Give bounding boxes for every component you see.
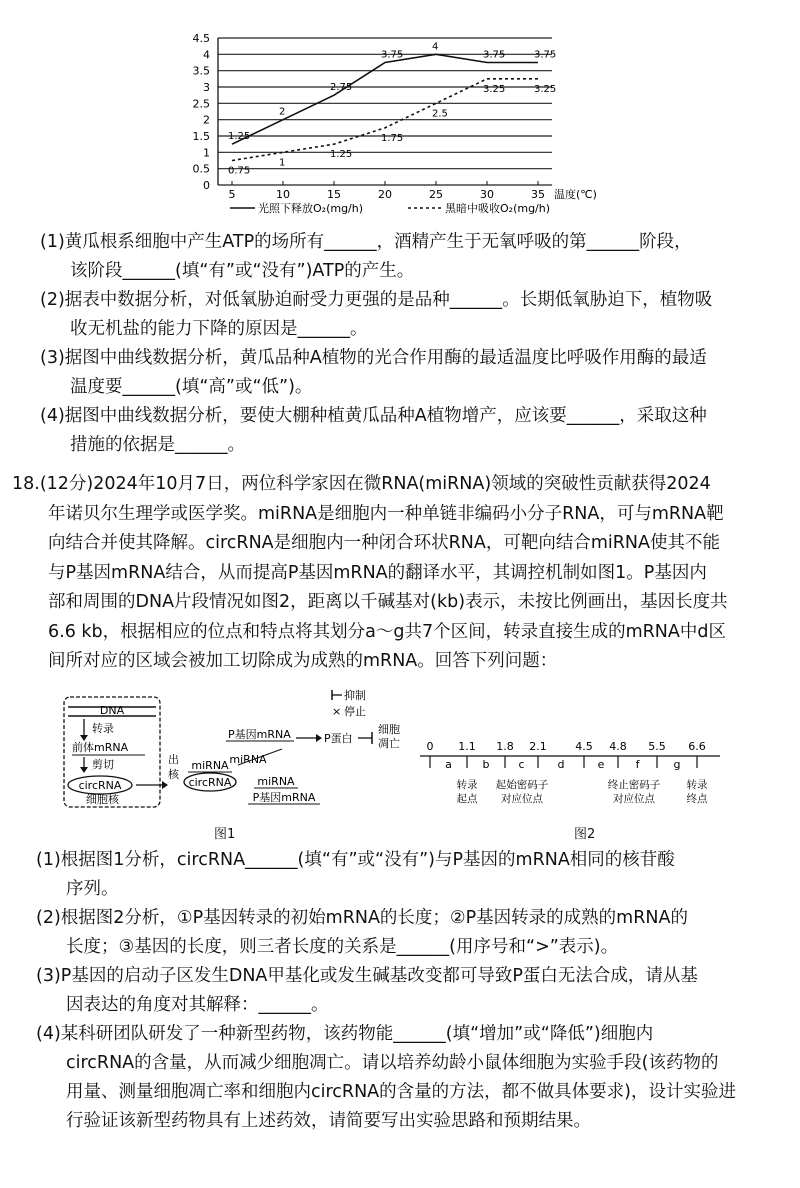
x-tick-label: 30 bbox=[480, 188, 494, 201]
q18-item-line: 序列。 bbox=[66, 879, 119, 899]
nucleus-label: 细胞核 bbox=[86, 793, 119, 806]
position-label: 0 bbox=[426, 740, 434, 753]
position-label: 6.6 bbox=[688, 740, 706, 753]
circrna-complex-label: circRNA bbox=[188, 776, 232, 789]
marker-note: 转录 bbox=[686, 779, 708, 791]
transcribe-label: 转录 bbox=[92, 722, 114, 735]
x-tick-label: 15 bbox=[327, 188, 341, 201]
pre-mrna-label: 前体mRNA bbox=[72, 741, 129, 754]
data-label: 4 bbox=[432, 41, 439, 53]
data-label: 2 bbox=[279, 106, 286, 118]
q18-intro-line: 6.6 kb，根据相应的位点和特点将其划分a～g共7个区间，转录直接生成的mRNA中d区 bbox=[48, 621, 726, 642]
region-label: e bbox=[597, 758, 605, 771]
figure-1-caption: 图1 bbox=[214, 827, 236, 842]
y-tick-label: 3.5 bbox=[192, 64, 210, 78]
y-tick-label: 2.5 bbox=[192, 97, 210, 111]
x-tick-label: 25 bbox=[429, 188, 443, 201]
p-protein-label: P蛋白 bbox=[324, 732, 353, 745]
q17-item3-line2: 温度要______(填“高”或“低”)。 bbox=[70, 377, 313, 397]
temperature-o2-chart bbox=[180, 30, 600, 220]
region-label: c bbox=[518, 758, 525, 771]
q17-item1-line1: (1)黄瓜根系细胞中产生ATP的场所有______，酒精产生于无氧呼吸的第______阶段， bbox=[40, 232, 692, 252]
position-label: 4.5 bbox=[575, 740, 593, 753]
y-tick-label: 0.5 bbox=[192, 162, 210, 176]
region-label: d bbox=[557, 758, 565, 771]
dna-label: DNA bbox=[99, 704, 125, 717]
position-label: 2.1 bbox=[529, 740, 547, 753]
q18-item-line: circRNA的含量，从而减少细胞凋亡。请以培养幼龄小鼠体细胞为实验手段(该药物的 bbox=[66, 1053, 719, 1073]
marker-note: 终止密码子 bbox=[607, 779, 661, 791]
legend-dark-label: 黑暗中吸收O₂(mg/h) bbox=[445, 202, 551, 215]
exit-label-1: 出 bbox=[168, 753, 179, 766]
data-label: 3.25 bbox=[534, 83, 557, 95]
apoptosis-label-2: 凋亡 bbox=[378, 737, 400, 750]
q17-item2-line2: 收无机盐的能力下降的原因是______。 bbox=[70, 319, 368, 339]
data-label: 3.75 bbox=[483, 49, 506, 61]
q18-intro-line: 部和周围的DNA片段情况如图2，距离以千碱基对(kb)表示，未按比例画出，基因长度共 bbox=[48, 592, 728, 612]
figure-1-diagram bbox=[60, 685, 420, 830]
data-label: 1 bbox=[279, 157, 286, 169]
mirna-free-label: miRNA bbox=[229, 753, 267, 766]
q17-item4-line2: 措施的依据是______。 bbox=[70, 435, 245, 455]
data-label: 3.75 bbox=[381, 49, 404, 61]
q18-item-line: (3)P基因的启动子区发生DNA甲基化或发生碱基改变都可导致P蛋白无法合成，请从基 bbox=[36, 966, 698, 986]
figure-2-caption: 图2 bbox=[574, 827, 596, 842]
q18-intro-line: 与P基因mRNA结合，从而提高P基因mRNA的翻译水平，其调控机制如图1。P基因内 bbox=[48, 562, 707, 583]
q18-item-line: (4)某科研团队研发了一种新型药物，该药物能______(填“增加”或“降低”)细胞内 bbox=[36, 1024, 654, 1044]
q18-intro-line: 向结合并使其降解。circRNA是细胞内一种闭合环状RNA，可靶向结合miRNA使其不能 bbox=[48, 533, 720, 553]
x-tick-label: 5 bbox=[228, 188, 236, 201]
q17-item2-line1: (2)据表中数据分析，对低氧胁迫耐受力更强的是品种______。长期低氧胁迫下，植物吸 bbox=[40, 290, 713, 310]
q18-item-line: 行验证该新型药物具有上述药效，请简要写出实验思路和预期结果。 bbox=[66, 1111, 591, 1131]
data-label: 1.75 bbox=[381, 132, 404, 144]
x-tick-label: 20 bbox=[378, 188, 392, 201]
marker-note: 起始密码子 bbox=[495, 779, 549, 791]
data-label: 3.25 bbox=[483, 83, 506, 95]
circrna-label: circRNA bbox=[78, 779, 122, 792]
q17-item1-line2: 该阶段______(填“有”或“没有”)ATP的产生。 bbox=[70, 261, 415, 281]
data-label: 2.75 bbox=[330, 82, 353, 94]
region-label: g bbox=[673, 758, 681, 771]
marker-note: 转录 bbox=[456, 779, 478, 791]
exit-label-2: 核 bbox=[168, 768, 179, 781]
q18-item-line: 因表达的角度对其解释：______。 bbox=[66, 995, 329, 1015]
q18-item-line: (1)根据图1分析，circRNA______(填“有”或“没有”)与P基因的mRNA相同的核苷酸 bbox=[36, 850, 675, 870]
region-label: a bbox=[445, 758, 452, 771]
y-tick-label: 4.5 bbox=[192, 32, 210, 45]
data-label: 1.25 bbox=[330, 149, 353, 161]
cut-label: 剪切 bbox=[92, 758, 114, 771]
q18-item-line: 用量、测量细胞凋亡率和细胞内circRNA的含量的方法，都不做具体要求)，设计实验进 bbox=[66, 1082, 736, 1102]
position-label: 1.8 bbox=[496, 740, 514, 753]
region-label: f bbox=[635, 758, 640, 771]
mirna-bound-label: miRNA bbox=[257, 775, 295, 788]
position-label: 4.8 bbox=[609, 740, 627, 753]
region-label: b bbox=[482, 758, 490, 771]
q17-item3-line1: (3)据图中曲线数据分析，黄瓜品种A植物的光合作用酶的最适温度比呼吸作用酶的最适 bbox=[40, 348, 707, 368]
q18-intro-line: 间所对应的区域会被加工切除成为成熟的mRNA。回答下列问题： bbox=[48, 651, 558, 671]
y-tick-label: 1 bbox=[203, 146, 210, 160]
marker-note: 终点 bbox=[686, 793, 708, 805]
y-tick-label: 0 bbox=[203, 179, 210, 192]
y-tick-label: 3 bbox=[203, 81, 210, 94]
data-label: 0.75 bbox=[228, 165, 251, 177]
x-tick-label: 10 bbox=[276, 188, 290, 201]
marker-note: 对应位点 bbox=[613, 793, 655, 805]
data-label: 3.75 bbox=[534, 49, 557, 61]
q18-intro bbox=[12, 470, 787, 677]
position-label: 1.1 bbox=[458, 740, 476, 753]
q17-item4-line1: (4)据图中曲线数据分析，要使大棚种植黄瓜品种A植物增产，应该要______，采取这种 bbox=[40, 406, 707, 426]
x-axis-label: 温度(℃) bbox=[554, 188, 597, 201]
legend-light-label: 光照下释放O₂(mg/h) bbox=[258, 202, 364, 215]
y-tick-label: 2 bbox=[203, 113, 210, 127]
position-label: 5.5 bbox=[648, 740, 666, 753]
inhibit-label: 抑制 bbox=[344, 689, 366, 702]
q18-intro-line: 年诺贝尔生理学或医学奖。miRNA是细胞内一种单链非编码小分子RNA，可与mRNA靶 bbox=[48, 503, 724, 524]
y-tick-label: 4 bbox=[203, 48, 210, 62]
marker-note: 起点 bbox=[456, 793, 478, 805]
y-tick-label: 1.5 bbox=[192, 130, 210, 143]
data-label: 1.25 bbox=[228, 131, 251, 143]
q18-questions bbox=[36, 846, 786, 1136]
q17-block bbox=[40, 228, 780, 460]
p-mrna-label: P基因mRNA bbox=[228, 728, 291, 741]
q18-item-line: (2)根据图2分析，①P基因转录的初始mRNA的长度；②P基因转录的成熟的mRNA的 bbox=[36, 908, 688, 928]
series-line-light bbox=[232, 54, 538, 144]
q18-intro-line: 18.(12分)2024年10月7日，两位科学家因在微RNA(miRNA)领域的突破性贡献获得2024 bbox=[12, 474, 711, 494]
figure-2-diagram bbox=[420, 740, 720, 815]
marker-note: 对应位点 bbox=[501, 793, 543, 805]
data-label: 2.5 bbox=[432, 108, 448, 120]
p-mrna-bound-label: P基因mRNA bbox=[252, 791, 316, 804]
apoptosis-label-1: 细胞 bbox=[378, 723, 400, 736]
stop-symbol: × bbox=[332, 705, 342, 718]
stop-label: 停止 bbox=[344, 705, 366, 718]
q18-item-line: 长度；③基因的长度，则三者长度的关系是______(用序号和“>”表示)。 bbox=[66, 937, 619, 957]
mirna-on-circ-label: miRNA bbox=[191, 759, 229, 772]
x-tick-label: 35 bbox=[531, 188, 545, 201]
